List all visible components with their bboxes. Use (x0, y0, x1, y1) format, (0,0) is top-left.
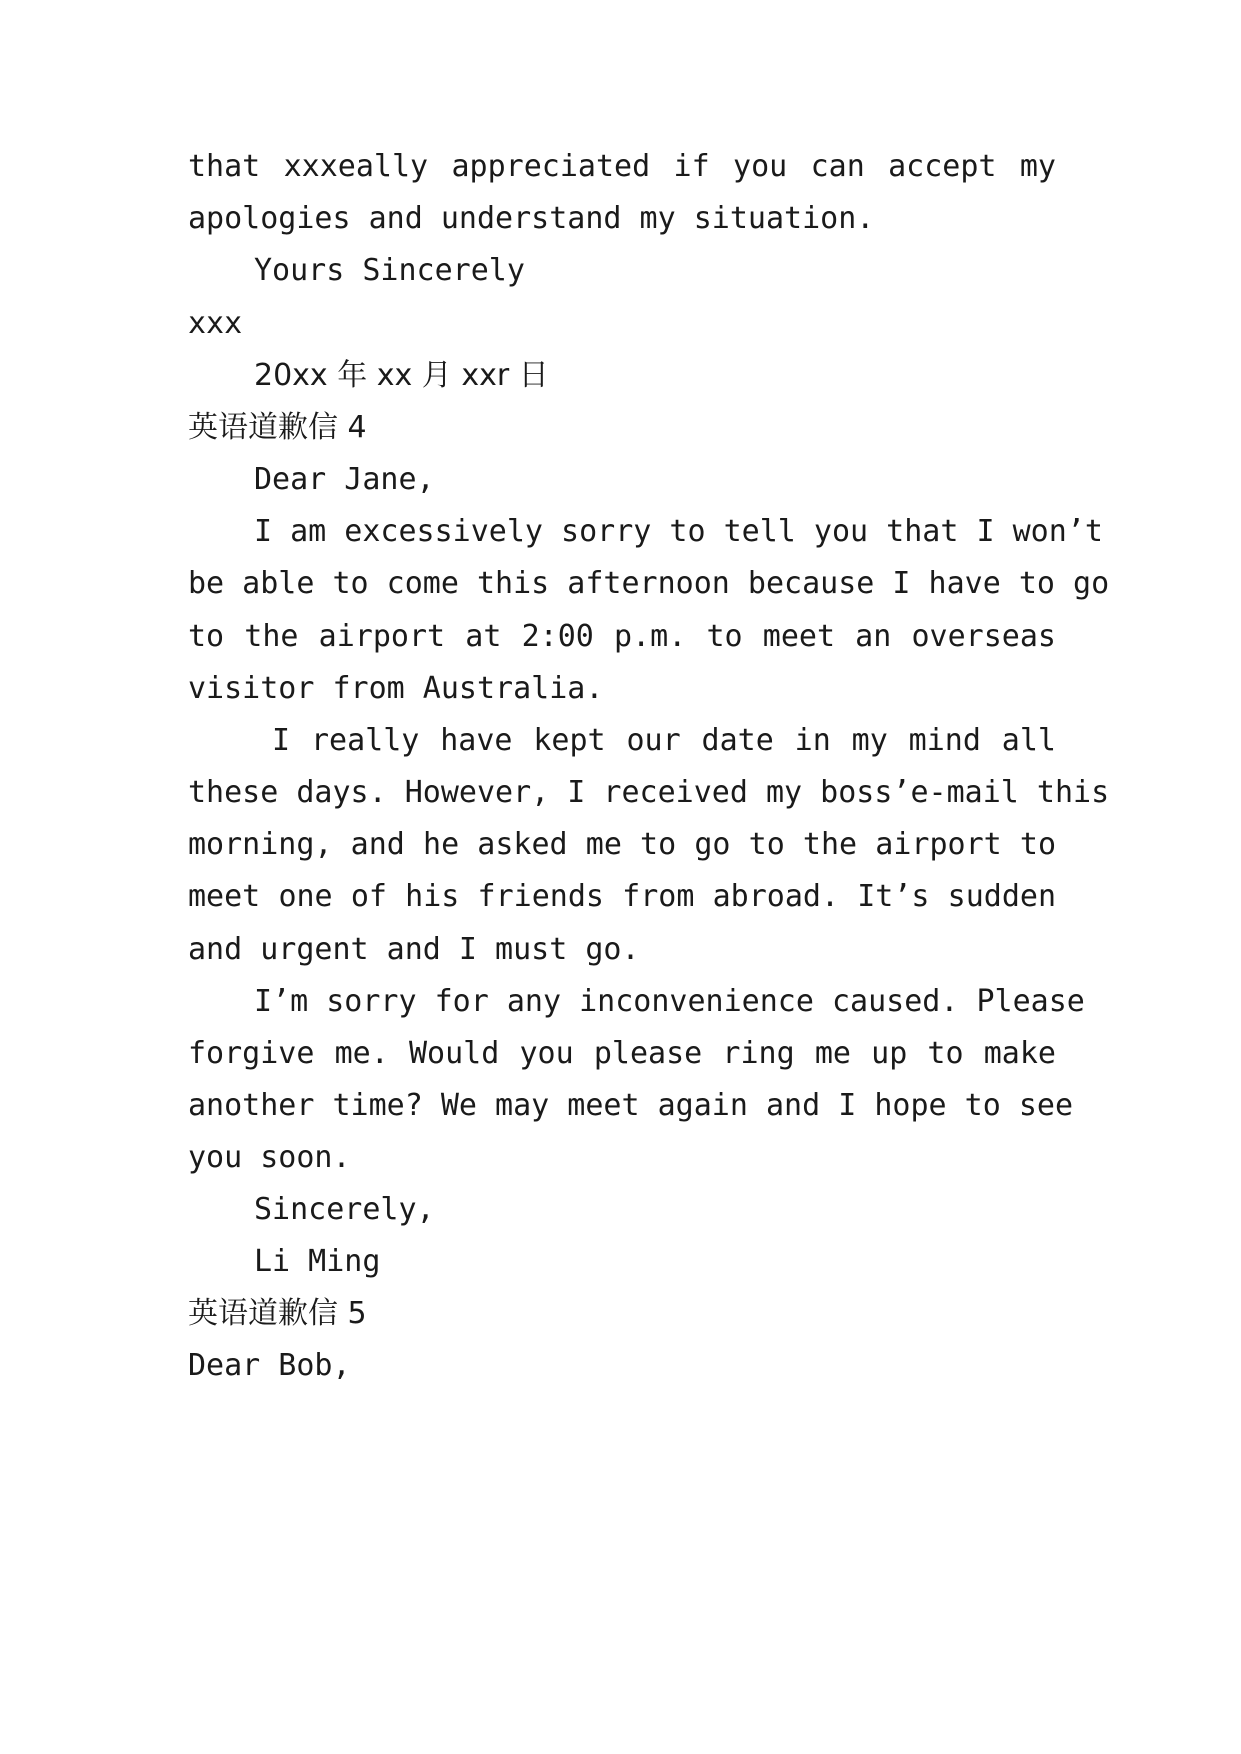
text-line: meet one of his friends from abroad. It’s sudden (188, 879, 1056, 914)
text-line: you soon. (188, 1140, 351, 1175)
closing-line: Yours Sincerely (254, 253, 525, 288)
signature-line: xxx (188, 306, 243, 341)
date-line: 20xx 年 xx 月 xxr 日 (254, 358, 549, 393)
section-heading: 英语道歉信 4 (188, 410, 367, 445)
text-line: these days. However, I received my boss’e-mail this (188, 775, 1110, 810)
salutation: Dear Jane, (254, 462, 435, 497)
section-heading: 英语道歉信 5 (188, 1296, 367, 1331)
text-line: I really have kept our date in my mind all (272, 723, 1056, 758)
text-line: to the airport at 2:00 p.m. to meet an overseas (188, 619, 1056, 654)
text-line: forgive me. Would you please ring me up to make (188, 1036, 1056, 1071)
text-line: visitor from Australia. (188, 671, 604, 706)
signature-line: Li Ming (254, 1244, 381, 1279)
text-line: morning, and he asked me to go to the airport to (188, 827, 1056, 862)
closing-line: Sincerely, (254, 1192, 435, 1227)
text-line: be able to come this afternoon because I have to go (188, 566, 1110, 601)
text-line: and urgent and I must go. (188, 932, 640, 967)
text-line: I’m sorry for any inconvenience caused. Please (254, 984, 1085, 1019)
text-line: another time? We may meet again and I hope to see (188, 1088, 1074, 1123)
salutation: Dear Bob, (188, 1348, 351, 1383)
text-line: apologies and understand my situation. (188, 201, 875, 236)
text-line: I am excessively sorry to tell you that I won’t (254, 514, 1103, 549)
text-line: that xxxeally appreciated if you can accept my (188, 149, 1056, 184)
